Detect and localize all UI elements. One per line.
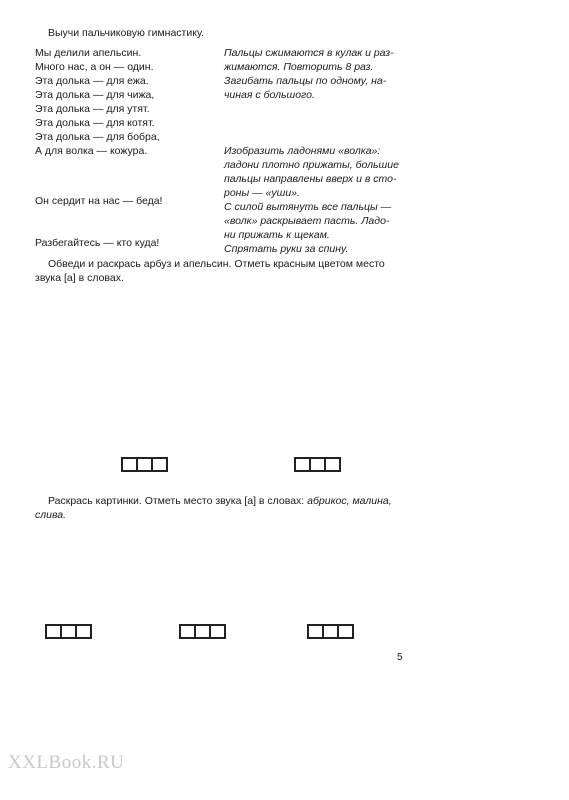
sound-boxes-orange[interactable] xyxy=(294,457,341,472)
instruction-line: Изобразить ладонями «волка»: xyxy=(224,145,381,157)
poem-line: Эта долька — для бобра, xyxy=(35,131,160,143)
task-watermelon-orange: звука [а] в словах. xyxy=(35,272,124,284)
instruction-line: ладони плотно прижаты, большие xyxy=(224,159,399,171)
poem-line: А для волка — кожура. xyxy=(35,145,148,157)
instruction-line: Пальцы сжимаются в кулак и раз- xyxy=(224,47,394,59)
task-coloring-words: абрикос, малина, xyxy=(307,495,392,507)
poem-line: Эта долька — для котят. xyxy=(35,117,155,129)
sound-boxes-apricot[interactable] xyxy=(45,624,92,639)
instruction-line: «волк» раскрывает пасть. Ладо- xyxy=(224,215,390,227)
instruction-line: Спрятать руки за спину. xyxy=(224,243,349,255)
watermark: XXLBook.RU xyxy=(8,752,125,773)
instruction-line: пальцы направлены вверх и в сто- xyxy=(224,173,397,185)
task-coloring-line2: слива. xyxy=(35,509,67,521)
instruction-line: жимаются. Повторить 8 раз. xyxy=(224,61,374,73)
sound-boxes-watermelon[interactable] xyxy=(121,457,168,472)
instruction-line: ни прижать к щекам. xyxy=(224,229,330,241)
poem-line: Мы делили апельсин. xyxy=(35,47,142,59)
exercise-heading: Выучи пальчиковую гимнастику. xyxy=(48,27,205,39)
poem-line: Много нас, а он — один. xyxy=(35,61,154,73)
poem-line: Эта долька — для утят. xyxy=(35,103,150,115)
poem-line: Эта долька — для чижа, xyxy=(35,89,155,101)
task-coloring-text: Раскрась картинки. Отметь место звука [а] в словах: xyxy=(48,495,305,507)
instruction-line: чиная с большого. xyxy=(224,89,315,101)
instruction-line: роны — «уши». xyxy=(224,187,300,199)
task-watermelon-orange: Обведи и раскрась арбуз и апельсин. Отметь красным цветом место xyxy=(48,258,385,270)
poem-line: Разбегайтесь — кто куда! xyxy=(35,237,160,249)
task-coloring-line1 xyxy=(48,495,392,508)
page-number: 5 xyxy=(397,652,403,663)
sound-boxes-raspberry[interactable] xyxy=(179,624,226,639)
poem-line: Он сердит на нас — беда! xyxy=(35,195,163,207)
poem-line: Эта долька — для ежа. xyxy=(35,75,149,87)
instruction-line: Загибать пальцы по одному, на- xyxy=(224,75,387,87)
instruction-line: С силой вытянуть все пальцы — xyxy=(224,201,392,213)
sound-boxes-plum[interactable] xyxy=(307,624,354,639)
